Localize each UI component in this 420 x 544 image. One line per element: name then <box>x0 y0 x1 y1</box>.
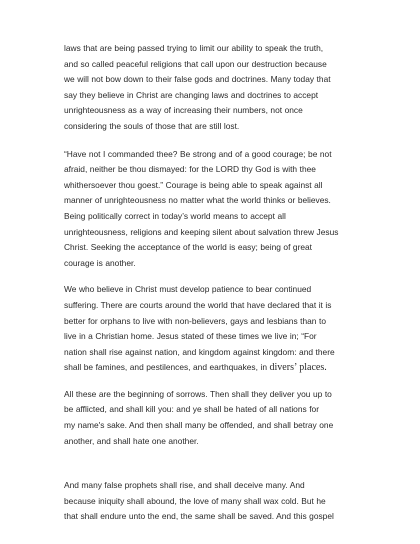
text-line: whithersoever thou goest.” Courage is being able to speak against all <box>64 179 323 190</box>
text-line: be afflicted, and shall kill you: and ye shall be hated of all nations for <box>64 404 319 415</box>
text-line: laws that are being passed trying to limit our ability to speak the truth, <box>64 43 324 53</box>
text-line: manner of unrighteousness no matter what the world thinks or believes. <box>64 195 331 206</box>
paragraph-sorrows <box>64 387 380 449</box>
text-line: we will not bow down to their false gods and doctrines. Many today that <box>64 74 331 85</box>
text-line-head: shall be famines, and pestilences, and earthquakes, in <box>64 362 270 373</box>
text-line: unrighteousness, religions and keeping silent about salvation threw Jesus <box>64 226 339 237</box>
text-line: nation shall rise against nation, and kingdom against kingdom: and there <box>64 346 335 357</box>
text-line: All these are the beginning of sorrows. Then shall they deliver you up to <box>64 388 332 399</box>
text-line: that shall endure unto the end, the same shall be saved. And this gospel <box>64 511 334 522</box>
text-line: and so called peaceful religions that call upon our destruction because <box>64 58 327 69</box>
text-line-with-serif-tail <box>64 360 380 376</box>
text-line: And many false prophets shall rise, and shall deceive many. And <box>64 480 305 491</box>
text-line: better for orphans to live with non-believers, gays and lesbians than to <box>64 315 326 326</box>
text-line: Christ. Seeking the acceptance of the world is easy; being of great <box>64 242 313 253</box>
text-line: because iniquity shall abound, the love of many shall wax cold. But he <box>64 495 326 506</box>
paragraph-patience <box>64 282 380 376</box>
paragraph-false-prophets <box>64 478 380 525</box>
text-line: afraid, neither be thou dismayed: for the LORD thy God is with thee <box>64 164 316 175</box>
text-line: say they believe in Christ are changing laws and doctrines to accept <box>64 89 319 100</box>
text-line: another, and shall hate one another. <box>64 435 199 446</box>
text-line: Being politically correct in today’s world means to accept all <box>64 210 286 221</box>
text-line: considering the souls of those that are still lost. <box>64 120 240 131</box>
paragraph-laws <box>64 41 380 135</box>
paragraph-courage <box>64 147 380 272</box>
text-line: “Have not I commanded thee? Be strong and of a good courage; be not <box>64 148 332 159</box>
text-line: courage is another. <box>64 257 136 268</box>
text-line: live in a Christian home. Jesus stated of these times we live in; “For <box>64 331 317 342</box>
divers-places-text: divers’ places. <box>269 362 327 374</box>
text-line: suffering. There are courts around the world that have declared that it is <box>64 299 332 310</box>
text-line: We who believe in Christ must develop patience to bear continued <box>64 284 312 295</box>
text-line: unrighteousness as a way of increasing their numbers, not once <box>64 105 303 116</box>
text-line: my name's sake. And then shall many be offended, and shall betray one <box>64 420 334 431</box>
